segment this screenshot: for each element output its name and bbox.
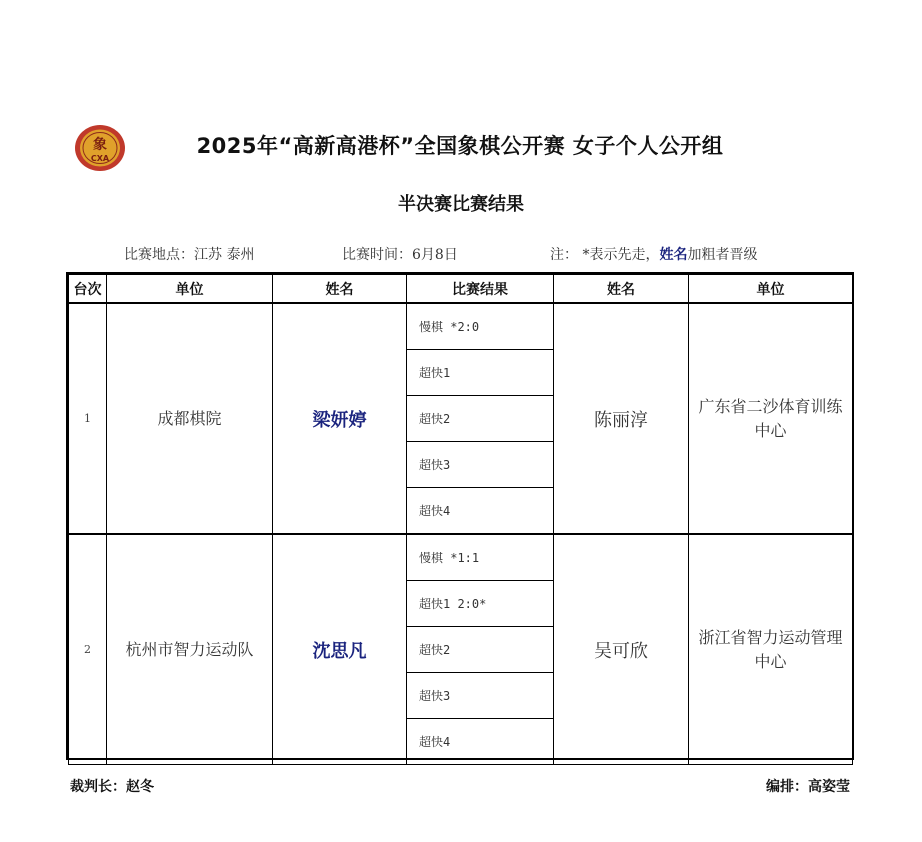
result-cell: 超快4 [407,719,554,765]
time-info: 比赛时间：6月8日 [342,247,458,263]
right-unit: 浙江省智力运动管理中心 [689,534,853,765]
editor-label: 编排：高姿莹 [766,779,850,795]
note-highlight: 姓名 [659,247,688,263]
result-cell: 超快2 [407,396,554,442]
header-result: 比赛结果 [407,275,554,304]
result-cell: 超快3 [407,442,554,488]
location-info: 比赛地点：江苏 泰州 [124,247,255,263]
header-board: 台次 [69,275,107,304]
result-cell: 超快1 2:0* [407,581,554,627]
right-player-name: 吴可欣 [554,534,689,765]
page-subtitle: 半决赛比赛结果 [398,194,524,215]
note-info [550,244,757,264]
right-player-name: 陈丽淳 [554,303,689,534]
result-cell: 超快1 [407,350,554,396]
logo-letters: CXA [90,154,110,163]
table-header-row [69,275,853,304]
referee-label: 裁判长：赵冬 [70,779,154,795]
board-number: 1 [69,303,107,534]
left-player-name: 沈思凡 [273,534,407,765]
left-unit: 成都棋院 [107,303,273,534]
table-row [69,534,853,581]
page-title: 2025年“高新高港杯”全国象棋公开赛 女子个人公开组 [196,134,724,158]
cxa-logo [74,124,126,172]
left-unit: 杭州市智力运动队 [107,534,273,765]
result-cell: 超快3 [407,673,554,719]
left-player-name: 梁妍婷 [273,303,407,534]
header-left-unit: 单位 [107,275,273,304]
note-suffix: 加粗者晋级 [687,247,758,263]
header-right-name: 姓名 [554,275,689,304]
result-cell: 慢棋 *1:1 [407,534,554,581]
header-left-name: 姓名 [273,275,407,304]
note-prefix: 注： *表示先走， [550,247,660,263]
board-number: 2 [69,534,107,765]
result-cell: 慢棋 *2:0 [407,303,554,350]
header-right-unit: 单位 [689,275,853,304]
result-cell: 超快2 [407,627,554,673]
table-row [69,303,853,350]
results-table [66,272,854,760]
logo-char: 象 [93,137,107,153]
result-cell: 超快4 [407,488,554,535]
right-unit: 广东省二沙体育训练中心 [689,303,853,534]
